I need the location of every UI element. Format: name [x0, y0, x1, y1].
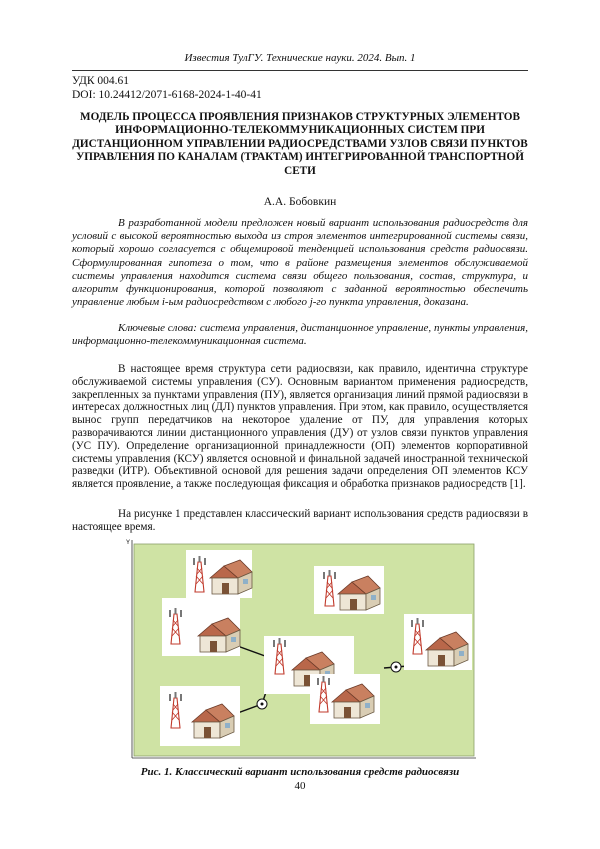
abstract: В разработанной модели предложен новый вариант использования радиосредств для условий с высокой вероятностью выхода из строя элементов интегрированной системы связи, который хорошо согласуется с общемировой тенденцией использования средств радиосвязи. Сформулированная гипотеза о том, что в районе размещения элементов обслуживаемой системы управления находится система связи общего пользования, состав, структура, и алгоритм функционирования, которой позволяют с заданной вероятностью обеспечить управление любым i-ым радиосредством с любого j-го пункта управления, доказана.: [72, 217, 528, 309]
control-point-site: [310, 674, 380, 724]
body-paragraph-2: На рисунке 1 представлен классический вариант использования средств радиосвязи в настоящее время.: [72, 508, 528, 533]
y-axis-label: Y: [126, 540, 131, 546]
relay-node: [257, 699, 267, 709]
control-point-site: [162, 598, 240, 656]
header-divider: [72, 70, 528, 71]
control-point-site: [186, 550, 252, 598]
relay-node: [391, 662, 401, 672]
body-paragraph-1: В настоящее время структура сети радиосвязи, как правило, идентична структуре обслуживаемой системы управления (СУ). Основным вариантом применения радиосредств, закрепленных за пунктами управления (ПУ), является организация линий прямой радиосвязи в интересах должностных лиц (ДЛ) пунктов управления. При этом, как правило, осуществляется вынос групп передатчиков на некоторое удаление от ПУ, для управления которых разворачиваются линии дистанционного управления (ДУ) от узлов связи пунктов управления (УС ПУ). Определение организационной принадлежности (ОП) элементов корпоративной системы управления (КСУ) является основной и финальной задачей иностранной технической разведки (ИТР). Объективной основой для решения задачи определения ОП элементов КСУ является проявление, а также последующая фиксация и обработка признаков радиосредств [1].: [72, 363, 528, 491]
udk-code: УДК 004.61: [72, 75, 129, 87]
control-point-site: [404, 614, 472, 670]
figure-1: [124, 536, 480, 764]
control-point-site: [160, 686, 240, 746]
figure-caption: Рис. 1. Классический вариант использования средств радиосвязи: [140, 766, 460, 778]
doi: DOI: 10.24412/2071-6168-2024-1-40-41: [72, 89, 262, 101]
article-title: МОДЕЛЬ ПРОЦЕССА ПРОЯВЛЕНИЯ ПРИЗНАКОВ СТРУКТУРНЫХ ЭЛЕМЕНТОВ ИНФОРМАЦИОННО-ТЕЛЕКОММУНИКАЦИОННЫХ СИСТЕМ ПРИ ДИСТАНЦИОННОМ УПРАВЛЕНИИ РАДИОСРЕДСТВАМИ УЗЛОВ СВЯЗИ ПУНКТОВ УПРАВЛЕНИЯ ПО КАНАЛАМ (ТРАКТАМ) ИНТЕГРИРОВАННОЙ ТРАНСПОРТНОЙ СЕТИ: [72, 111, 528, 177]
author-name: А.А. Бобовкин: [263, 196, 337, 208]
page-number: 40: [294, 780, 306, 792]
control-point-site: [314, 566, 384, 614]
running-header: Известия ТулГУ. Технические науки. 2024. Вып. 1: [184, 52, 416, 64]
keywords: Ключевые слова: система управления, дистанционное управление, пункты управления, информационно-телекоммуникационная система.: [72, 322, 528, 348]
